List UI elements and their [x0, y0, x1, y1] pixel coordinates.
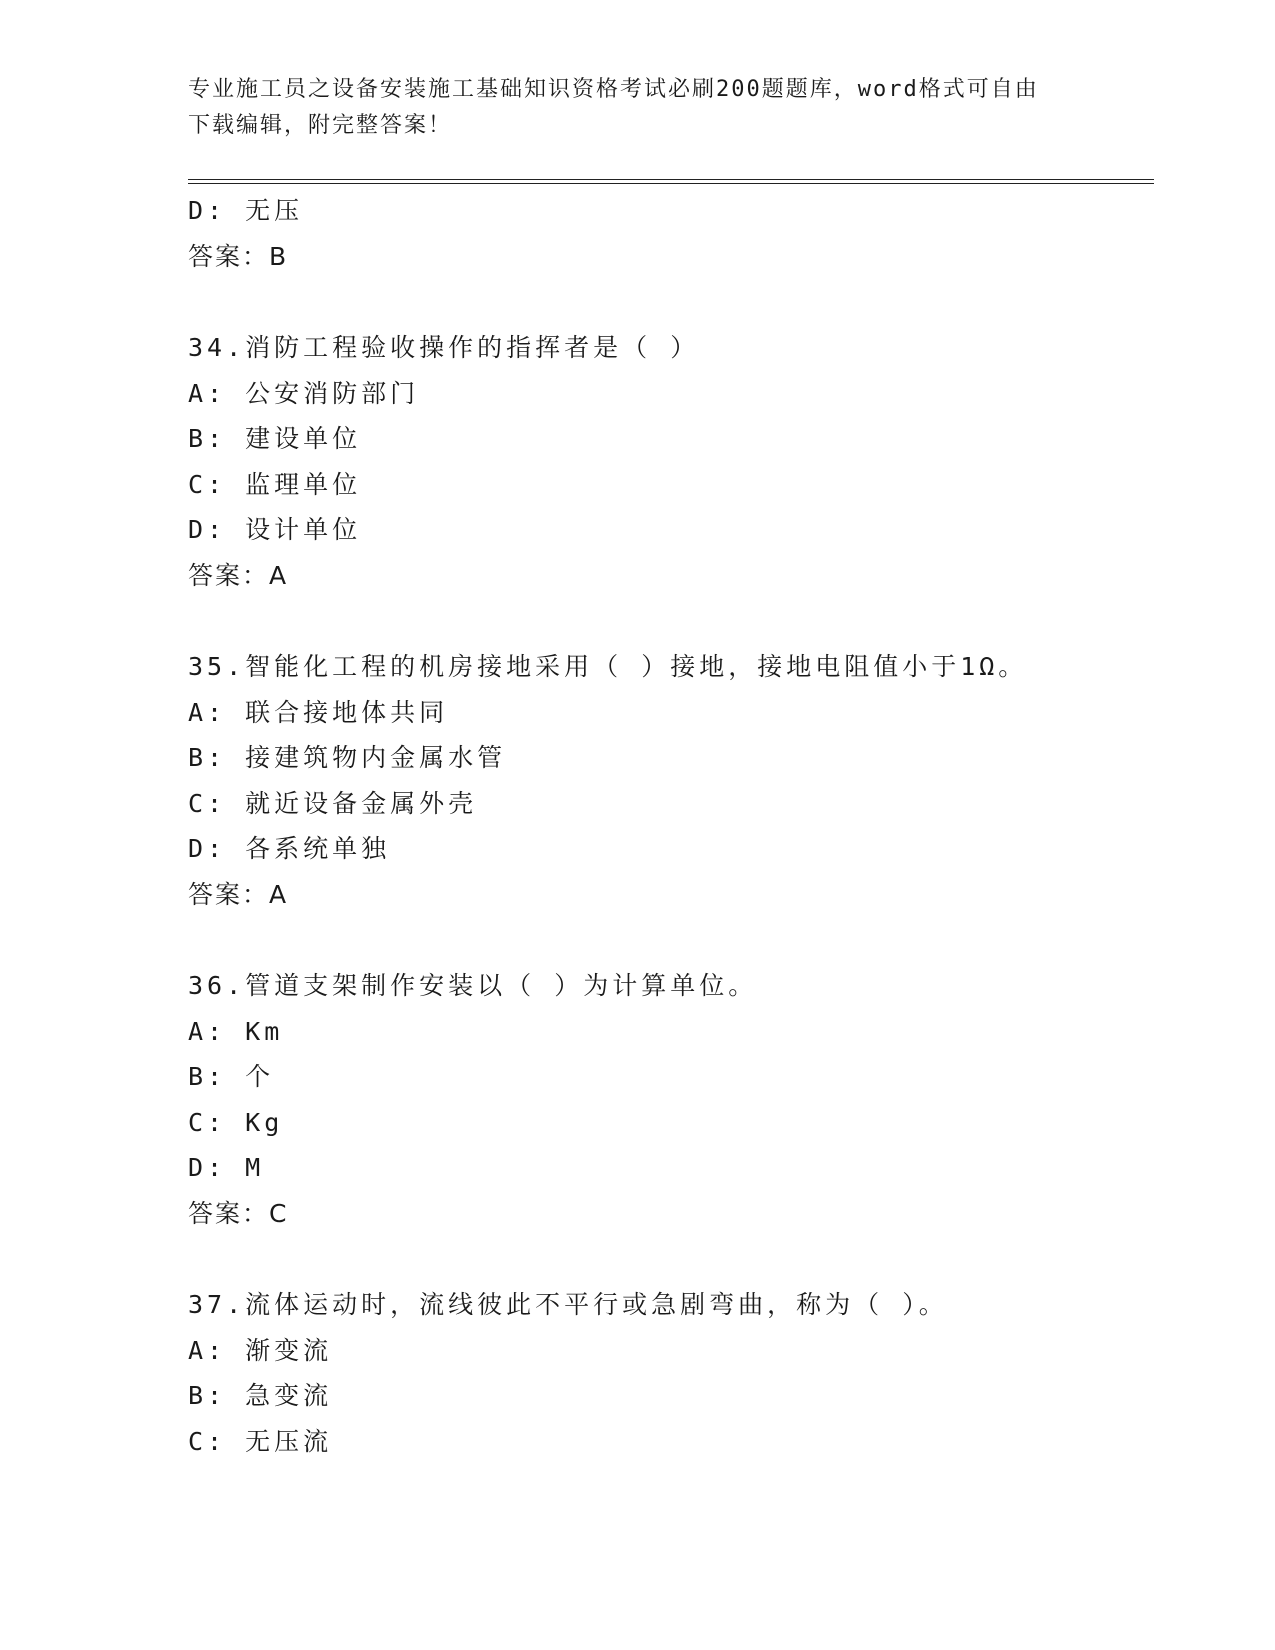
header-line-2: 下载编辑，附完整答案！ — [188, 113, 453, 138]
option-d: D: 设计单位 — [188, 515, 362, 544]
question-35 — [188, 644, 1148, 917]
header-line-1: 专业施工员之设备安装施工基础知识资格考试必刷200题题库，word格式可自由 — [188, 77, 1039, 102]
option-c: C: 就近设备金属外壳 — [188, 788, 478, 818]
answer-line: 答案：B — [188, 241, 289, 271]
answer-line: 答案：A — [188, 879, 289, 909]
spacer — [188, 917, 1148, 963]
question-stem: 37.流体运动时，流线彼此不平行或急剧弯曲，称为（ ）。 — [188, 1290, 948, 1319]
document-header — [188, 72, 1088, 144]
question-stem: 36.管道支架制作安装以（ ）为计算单位。 — [188, 971, 758, 1000]
option-b: B: 急变流 — [188, 1381, 333, 1410]
spacer — [188, 598, 1148, 644]
option-c: C: 监理单位 — [188, 469, 362, 499]
option-c: C: 无压流 — [188, 1426, 333, 1456]
carryover-question — [188, 188, 1148, 279]
answer-line: 答案：C — [188, 1198, 289, 1228]
question-stem: 34.消防工程验收操作的指挥者是（ ） — [188, 333, 700, 362]
option-b: B: 接建筑物内金属水管 — [188, 743, 507, 772]
question-36 — [188, 963, 1148, 1236]
option-b: B: 建设单位 — [188, 424, 362, 453]
spacer — [188, 1236, 1148, 1282]
option-b: B: 个 — [188, 1062, 275, 1091]
question-34 — [188, 325, 1148, 598]
header-divider — [188, 179, 1154, 184]
question-stem: 35.智能化工程的机房接地采用（ ）接地，接地电阻值小于1Ω。 — [188, 652, 1028, 681]
spacer — [188, 279, 1148, 325]
question-list — [188, 188, 1148, 1464]
option-d: D: M — [188, 1153, 265, 1182]
option-a: A: Km — [188, 1016, 284, 1046]
option-a: A: 渐变流 — [188, 1335, 333, 1365]
answer-line: 答案：A — [188, 560, 289, 590]
option-d: D: 无压 — [188, 196, 304, 225]
option-d: D: 各系统单独 — [188, 834, 391, 863]
option-c: C: Kg — [188, 1107, 284, 1137]
option-a: A: 公安消防部门 — [188, 378, 420, 408]
option-a: A: 联合接地体共同 — [188, 697, 449, 727]
question-37 — [188, 1282, 1148, 1464]
